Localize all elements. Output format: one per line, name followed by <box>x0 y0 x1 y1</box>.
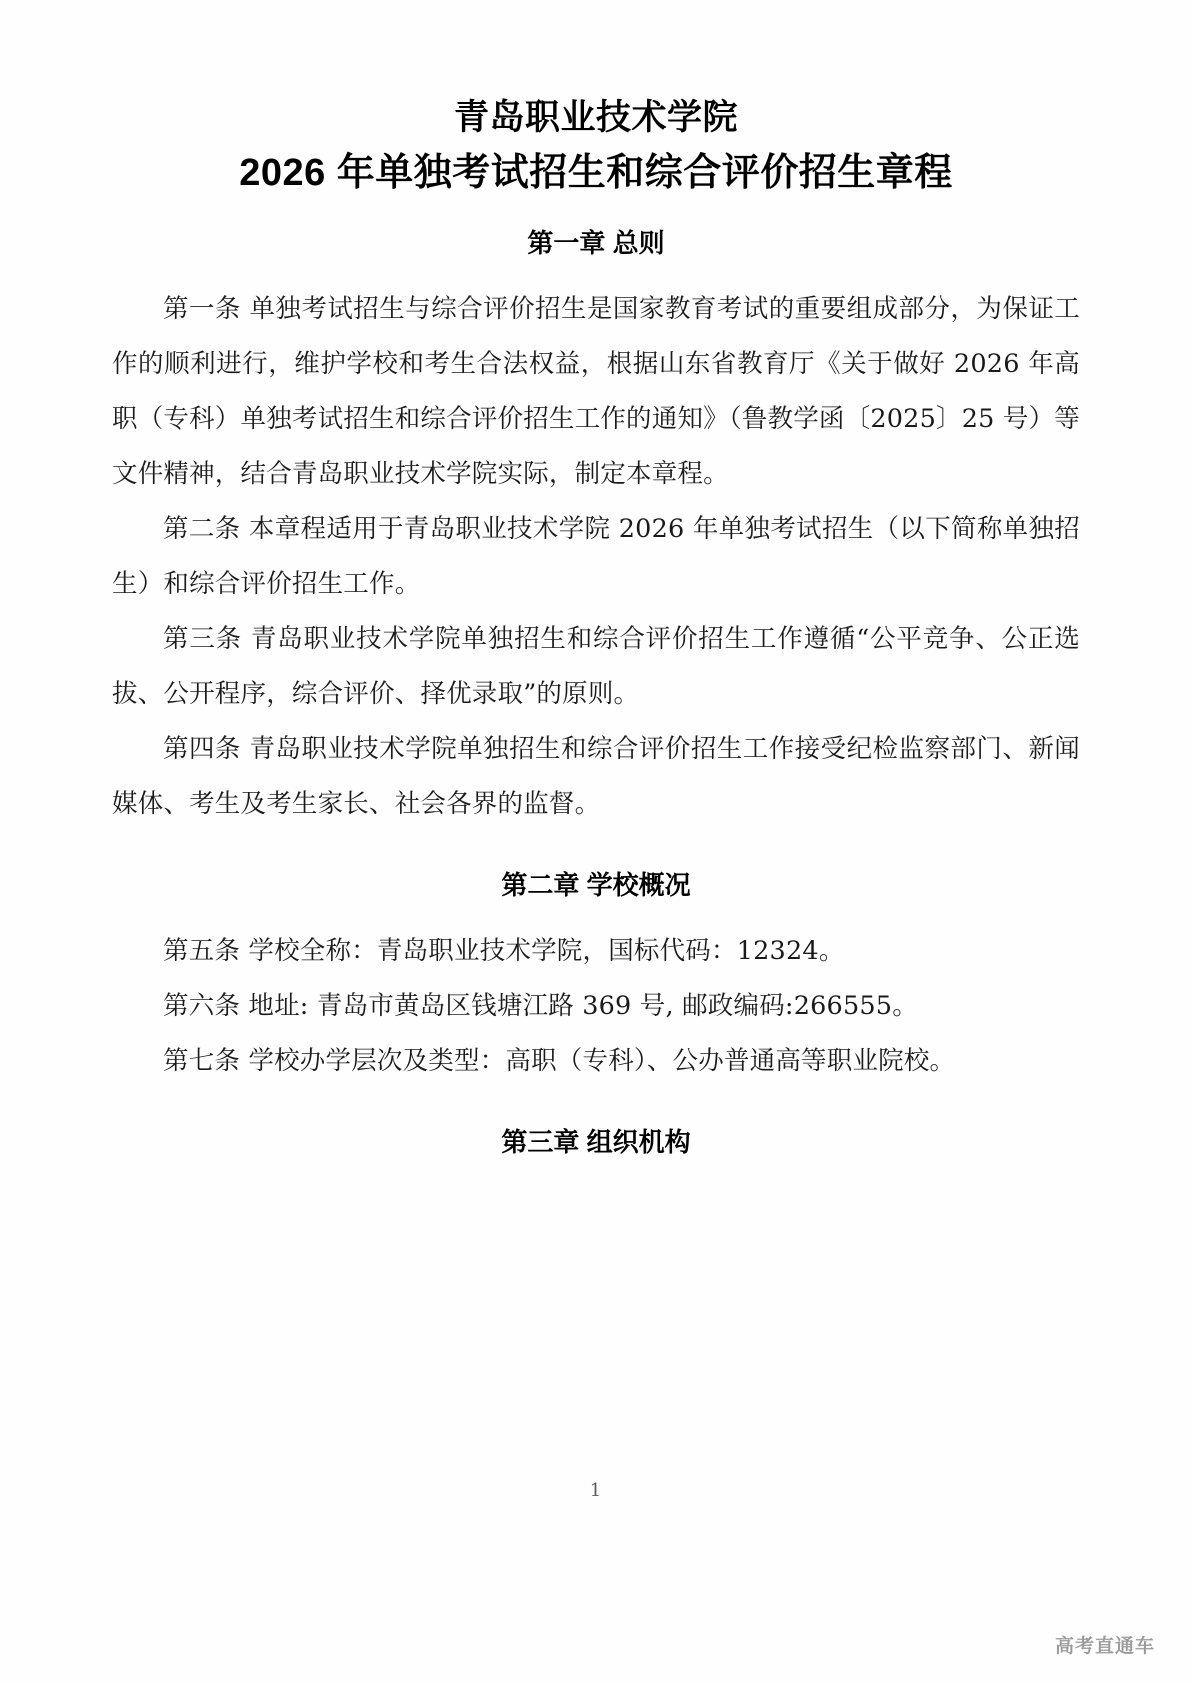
article-2: 第二条 本章程适用于青岛职业技术学院 2026 年单独考试招生（以下简称单独招生）和综合评价招生工作。 <box>112 514 1080 599</box>
article-4: 第四条 青岛职业技术学院单独招生和综合评价招生工作接受纪检监察部门、新闻媒体、考生及考生家长、社会各界的监督。 <box>112 734 1080 819</box>
chapter-heading-2: 第二章 学校概况 <box>501 870 691 900</box>
chapter-heading-1: 第一章 总则 <box>527 228 665 258</box>
page-number: 1 <box>589 1480 602 1501</box>
article-6: 第六条 地址: 青岛市黄岛区钱塘江路 369 号, 邮政编码:266555。 <box>163 991 918 1021</box>
document-title-line-2: 2026 年单独考试招生和综合评价招生章程 <box>239 152 953 194</box>
article-3: 第三条 青岛职业技术学院单独招生和综合评价招生工作遵循“公平竞争、公正选拔、公开程序，综合评价、择优录取”的原则。 <box>112 624 1080 709</box>
article-5: 第五条 学校全称：青岛职业技术学院，国标代码：12324。 <box>163 936 845 966</box>
page-content <box>112 92 1080 1181</box>
article-1: 第一条 单独考试招生与综合评价招生是国家教育考试的重要组成部分，为保证工作的顺利进行，维护学校和考生合法权益，根据山东省教育厅《关于做好 2026 年高职（专科）单独考试招生和综合评价招生工作的通知》（鲁教学函〔2025〕25 号）等文件精神，结合青岛职业技术学院实际，制定本章程。 <box>112 294 1080 489</box>
article-7: 第七条 学校办学层次及类型：高职（专科）、公办普通高等职业院校。 <box>163 1046 956 1076</box>
watermark-label: 高考直通车 <box>1054 1636 1155 1657</box>
chapter-heading-3: 第三章 组织机构 <box>501 1127 691 1157</box>
document-title-line-1: 青岛职业技术学院 <box>453 98 738 137</box>
